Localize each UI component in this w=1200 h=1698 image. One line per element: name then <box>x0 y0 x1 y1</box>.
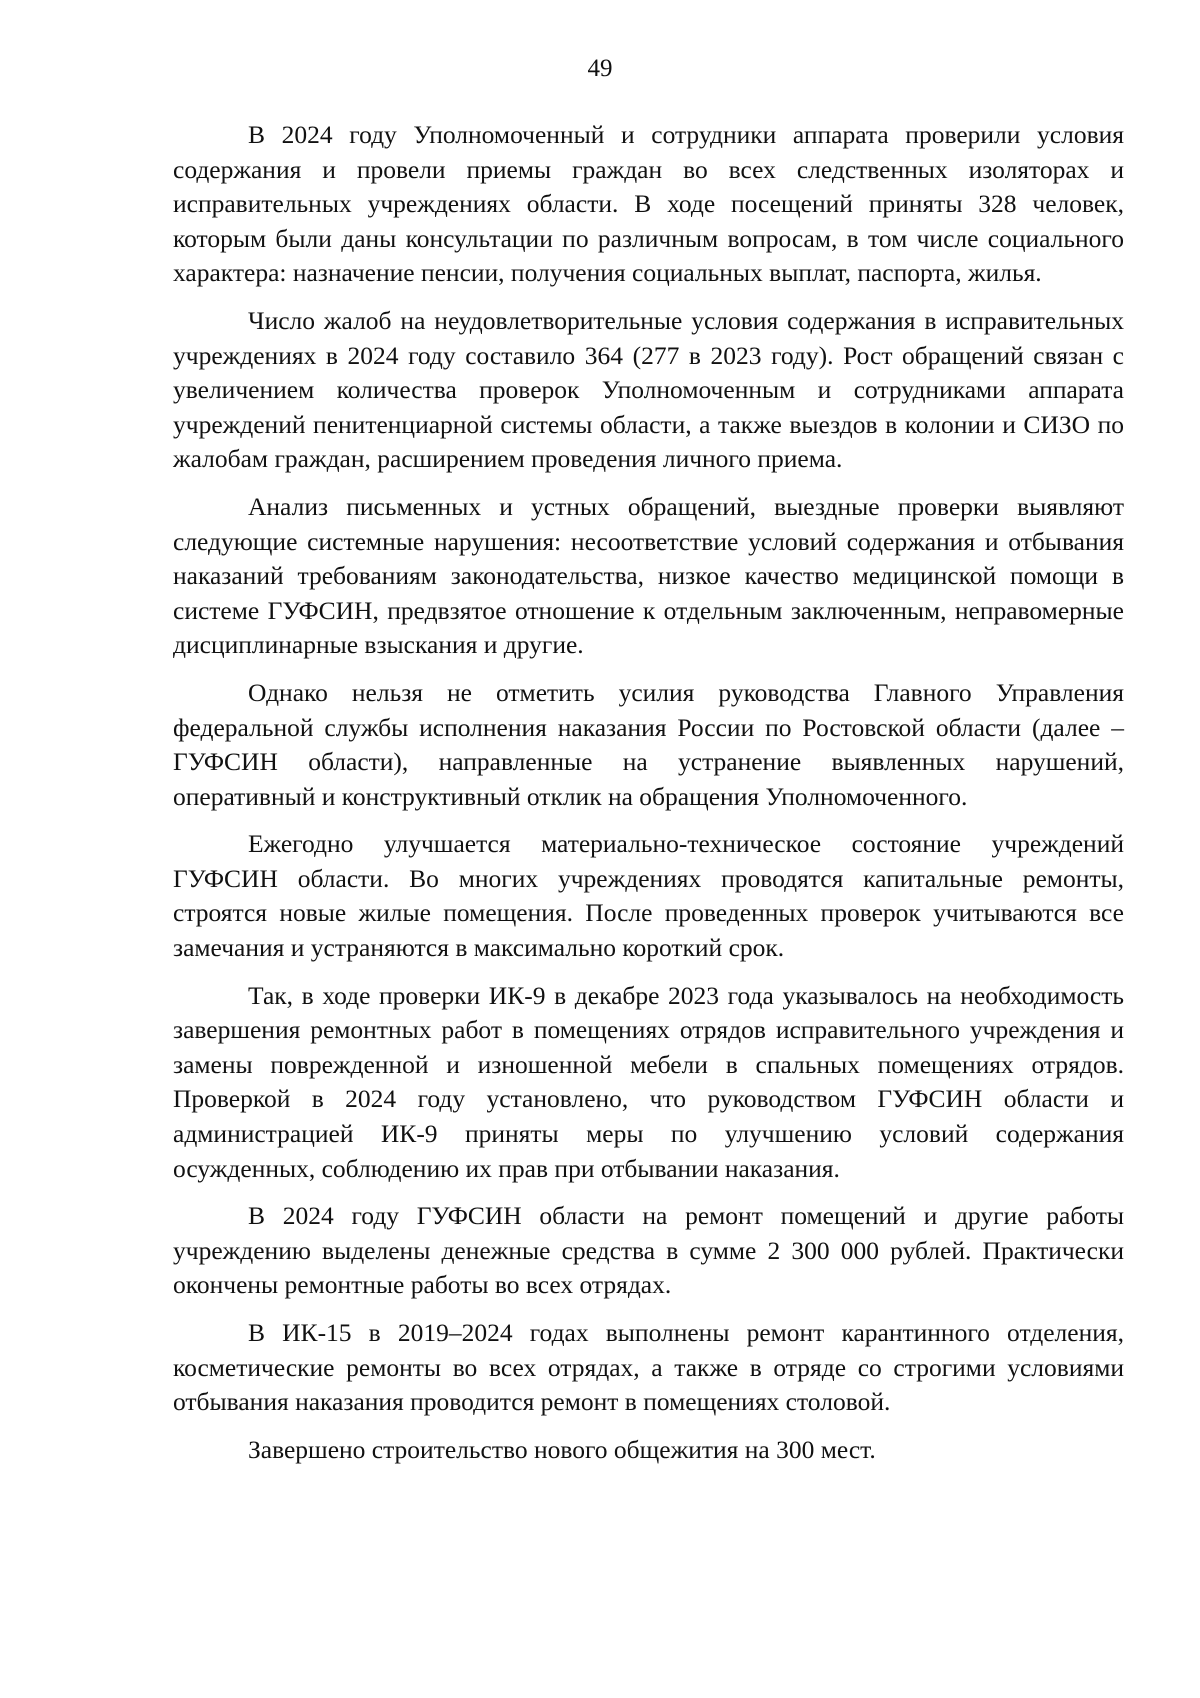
paragraph-ik9-inspection: Так, в ходе проверки ИК-9 в декабре 2023 года указывалось на необходимость завершения ремонтных работ в помещениях отрядов исправительного учреждения и замены поврежденной и изношенной мебели в спальных помещениях отрядов. Проверкой в 2024 году установлено, что руководством ГУФСИН области и администрацией ИК-9 приняты меры по улучшению условий содержания осужденных, соблюдению их прав при отбывании наказания. <box>173 980 1124 1183</box>
paragraph-inspections: В 2024 году Уполномоченный и сотрудники аппарата проверили условия содержания и провели приемы граждан во всех следственных изоляторах и исправительных учреждениях области. В ходе посещений приняты 328 человек, которым были даны консультации по различным вопросам, в том числе социального характера: назначение пенсии, получения социальных выплат, паспорта, жилья. <box>173 120 1124 288</box>
body-text <box>173 118 1124 1467</box>
paragraph-complaints: Число жалоб на неудовлетворительные условия содержания в исправительных учреждениях в 2024 году составило 364 (277 в 2023 году). Рост обращений связан с увеличением количества проверок Уполномоченным и сотрудниками аппарата учреждений пенитенциарной системы области, а также выездов в колонии и СИЗО по жалобам граждан, расширением проведения личного приема. <box>173 305 1124 474</box>
paragraph-funding: В 2024 году ГУФСИН области на ремонт помещений и другие работы учреждению выделены денежные средства в сумме 2 300 000 рублей. Практически окончены ремонтные работы во всех отрядах. <box>173 1201 1124 1300</box>
paragraph-ik15-repairs: В ИК-15 в 2019–2024 годах выполнены ремонт карантинного отделения, косметические ремонты во всех отрядах, а также в отряде со строгими условиями отбывания наказания проводится ремонт в помещениях столовой. <box>173 1318 1124 1417</box>
paragraph-gufsin-efforts: Однако нельзя не отметить усилия руководства Главного Управления федеральной службы исполнения наказания России по Ростовской области (далее – ГУФСИН области), направленные на устранение выявленных нарушений, оперативный и конструктивный отклик на обращения Уполномоченного. <box>173 677 1124 811</box>
page-number: 49 <box>587 55 613 82</box>
paragraph-violations: Анализ письменных и устных обращений, выездные проверки выявляют следующие системные нарушения: несоответствие условий содержания и отбывания наказаний требованиям законодательства, низкое качество медицинской помощи в системе ГУФСИН, предвзятое отношение к отдельным заключенным, неправомерные дисциплинарные взыскания и другие. <box>173 491 1124 660</box>
paragraph-material-state: Ежегодно улучшается материально-техническое состояние учреждений ГУФСИН области. Во многих учреждениях проводятся капитальные ремонты, строятся новые жилые помещения. После проведенных проверок учитываются все замечания и устраняются в максимально короткий срок. <box>173 829 1124 963</box>
paragraph-dormitory: Завершено строительство нового общежития на 300 мест. <box>248 1434 876 1464</box>
